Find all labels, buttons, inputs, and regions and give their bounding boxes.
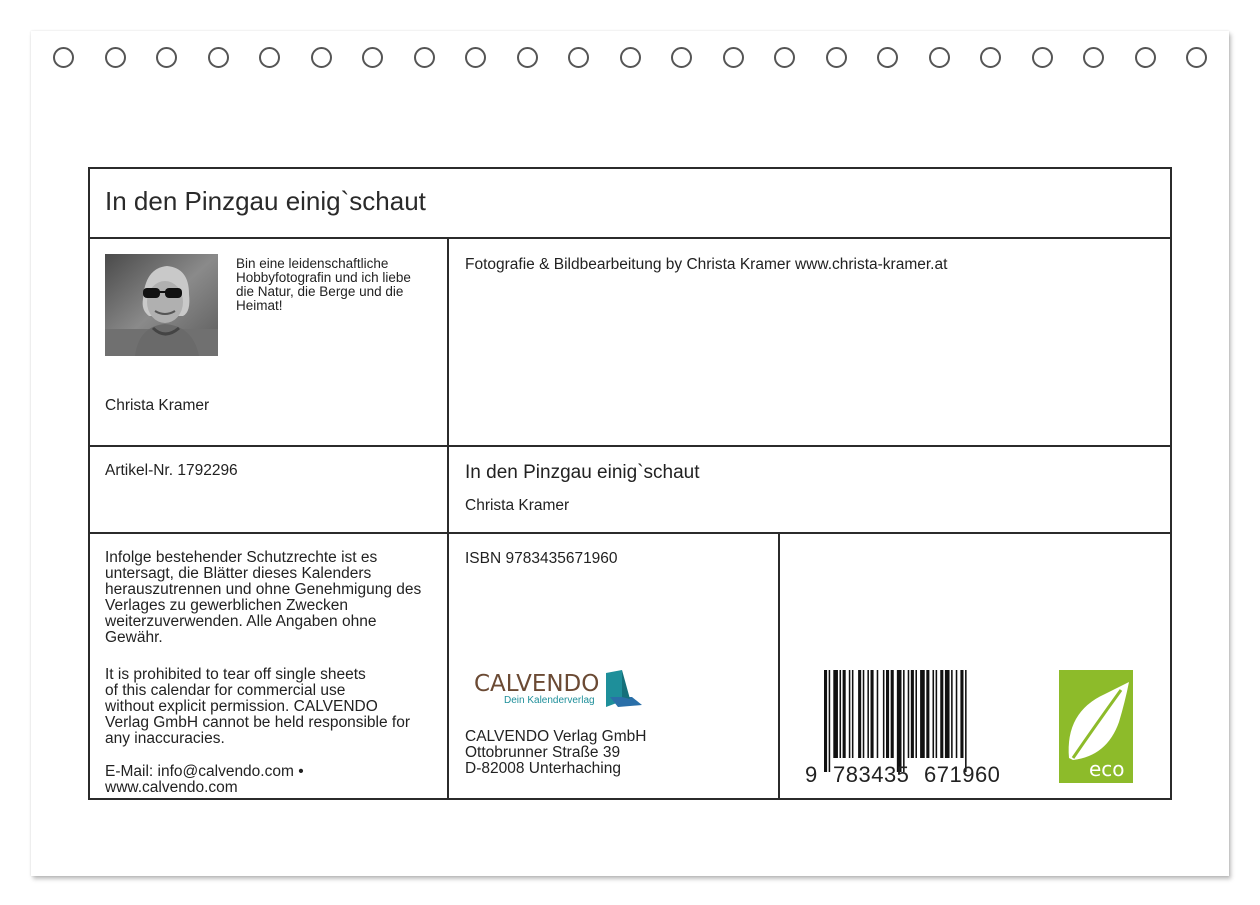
binding-ring — [671, 47, 692, 68]
barcode-bar — [960, 670, 963, 758]
barcode-bar — [871, 670, 874, 758]
binding-ring — [311, 47, 332, 68]
legal-de-line: Infolge bestehender Schutzrechte ist es — [105, 549, 378, 566]
logo-wordmark: CALVENDO — [474, 671, 600, 697]
product-title: In den Pinzgau einig`schaut — [465, 462, 700, 483]
product-author: Christa Kramer — [465, 497, 570, 514]
divider — [88, 237, 1172, 239]
barcode-bar — [940, 670, 943, 758]
binding-ring — [259, 47, 280, 68]
legal-en-line: Verlag GmbH cannot be held responsible for — [105, 714, 411, 731]
barcode-bar — [858, 670, 861, 758]
binding-ring — [1135, 47, 1156, 68]
binding-ring — [1083, 47, 1104, 68]
binding-ring — [362, 47, 383, 68]
binding-ring — [1032, 47, 1053, 68]
barcode-bar — [883, 670, 885, 758]
barcode-bar — [877, 670, 879, 758]
binding-ring — [465, 47, 486, 68]
binding-ring — [980, 47, 1001, 68]
contact-line: www.calvendo.com — [105, 779, 238, 796]
legal-en-line: any inaccuracies. — [105, 730, 225, 747]
bio-line: die Natur, die Berge und die — [236, 284, 404, 299]
divider — [88, 445, 1172, 447]
divider — [778, 532, 780, 800]
binding-ring — [517, 47, 538, 68]
barcode-bar — [933, 670, 935, 758]
barcode-bar — [840, 670, 842, 758]
barcode-bar — [911, 670, 914, 758]
barcode-bar — [897, 670, 902, 772]
eco-label: eco — [1089, 757, 1125, 781]
author-name: Christa Kramer — [105, 397, 210, 414]
barcode-bar — [849, 670, 851, 758]
barcode-bar — [926, 670, 929, 758]
contact-line: E-Mail: info@calvendo.com • — [105, 763, 304, 780]
barcode-bar — [915, 670, 917, 758]
bio-line: Bin eine leidenschaftliche — [236, 256, 389, 271]
barcode-bar — [824, 670, 827, 772]
article-number: Artikel-Nr. 1792296 — [105, 462, 238, 479]
barcode-digits-right: 671960 — [924, 762, 1001, 787]
barcode-bar — [829, 670, 831, 772]
barcode-bar — [951, 670, 953, 758]
barcode-bar — [843, 670, 846, 758]
legal-de-line: weiterzuverwenden. Alle Angaben ohne — [105, 613, 377, 630]
barcode-bar — [903, 670, 905, 772]
binding-ring — [929, 47, 950, 68]
eco-badge — [1059, 670, 1133, 783]
barcode-bar — [833, 670, 838, 758]
address-line: CALVENDO Verlag GmbH — [465, 728, 647, 745]
address-line: D-82008 Unterhaching — [465, 760, 621, 777]
author-photo — [105, 254, 218, 356]
divider — [447, 237, 449, 800]
legal-en-line: of this calendar for commercial use — [105, 682, 346, 699]
barcode-bar — [852, 670, 854, 758]
legal-en-line: It is prohibited to tear off single sheets — [105, 666, 366, 683]
binding-ring — [1186, 47, 1207, 68]
legal-de-line: herauszutrennen und ohne Genehmigung des — [105, 581, 422, 598]
legal-de-line: untersagt, die Blätter dieses Kalenders — [105, 565, 372, 582]
binding-ring — [53, 47, 74, 68]
barcode-bar — [965, 670, 967, 772]
binding-ring — [826, 47, 847, 68]
isbn: ISBN 9783435671960 — [465, 550, 618, 567]
bio-line: Heimat! — [236, 298, 283, 313]
binding-ring — [723, 47, 744, 68]
barcode-bar — [956, 670, 958, 758]
calvendo-logo — [472, 667, 647, 711]
divider — [88, 532, 1172, 534]
address-line: Ottobrunner Straße 39 — [465, 744, 621, 761]
barcode-bar — [920, 670, 925, 758]
calendar-title: In den Pinzgau einig`schaut — [105, 186, 426, 216]
binding-ring — [620, 47, 641, 68]
binding-ring — [877, 47, 898, 68]
legal-en-line: without explicit permission. CALVENDO — [105, 698, 378, 715]
barcode-bar — [863, 670, 865, 758]
binding-ring — [208, 47, 229, 68]
barcode-digit-first: 9 — [805, 762, 818, 787]
barcode-digits-left: 783435 — [833, 762, 910, 787]
binding-ring — [774, 47, 795, 68]
barcode-bar — [891, 670, 894, 758]
legal-de-line: Verlages zu gewerblichen Zwecken — [105, 597, 348, 614]
barcode-bar — [936, 670, 938, 758]
binding-ring — [414, 47, 435, 68]
binding-ring — [105, 47, 126, 68]
barcode-bar — [945, 670, 950, 758]
bio-line: Hobbyfotografin und ich liebe — [236, 270, 411, 285]
barcode-bar — [886, 670, 889, 758]
barcode-bar — [867, 670, 869, 758]
barcode-bar — [908, 670, 910, 758]
binding-ring — [568, 47, 589, 68]
logo-tagline: Dein Kalenderverlag — [504, 695, 595, 706]
binding-ring — [156, 47, 177, 68]
photo-credits: Fotografie & Bildbearbeitung by Christa Kramer www.christa-kramer.at — [465, 256, 948, 273]
legal-de-line: Gewähr. — [105, 629, 163, 646]
